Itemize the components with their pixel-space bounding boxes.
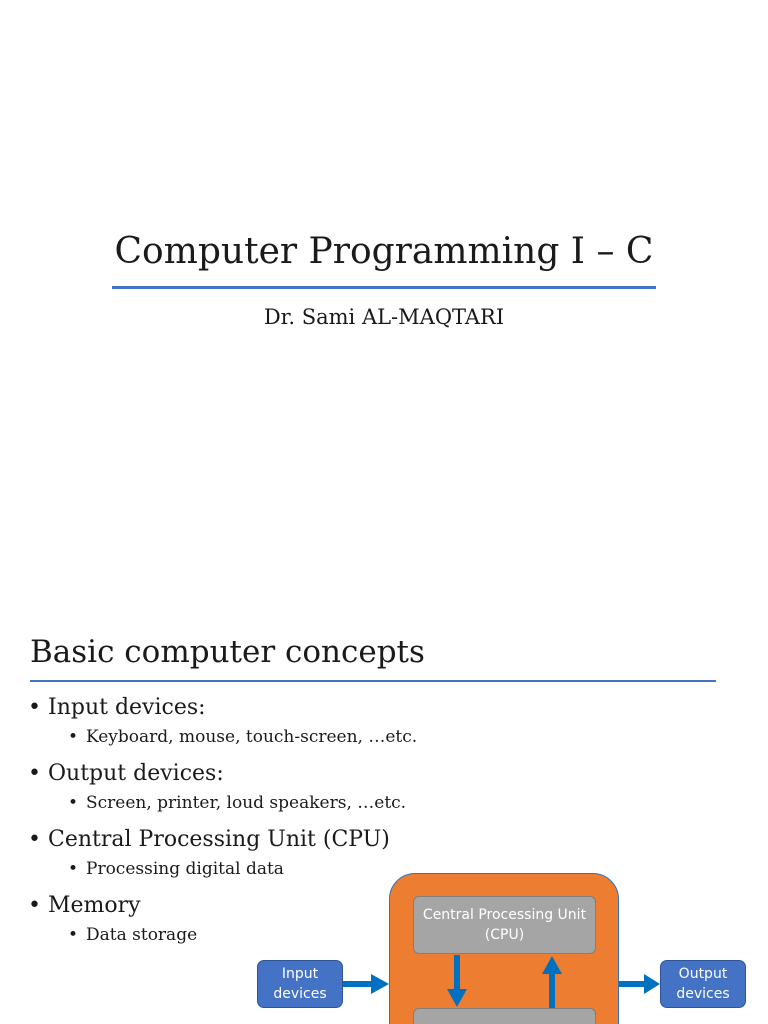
sub-bullet-input-examples: • Keyboard, mouse, touch-screen, …etc.: [28, 724, 417, 750]
bullet-input-devices: • Input devices:: [28, 692, 417, 724]
cpu-label-line2: (CPU): [484, 927, 525, 943]
cpu-to-memory-arrow-head: [447, 989, 467, 1007]
diagram-arrows: [0, 576, 768, 1024]
output-arrow-head: [644, 974, 660, 994]
cpu-to-memory-arrow-shaft: [454, 955, 460, 991]
output-label-line2: devices: [676, 986, 730, 1002]
title-underline: [112, 286, 656, 289]
sub-bullet-output-examples: • Screen, printer, loud speakers, …etc.: [28, 790, 417, 816]
bullet-output-devices: • Output devices:: [28, 758, 417, 790]
bullet-memory: • Memory: [28, 890, 417, 922]
input-arrow-shaft: [343, 981, 373, 987]
slide-title: Computer Programming I – C: [114, 231, 654, 272]
computer-diagram: [0, 576, 768, 1024]
author-name: Dr. Sami AL-MAQTARI: [263, 305, 505, 329]
memory-to-cpu-arrow-shaft: [549, 972, 555, 1008]
sub-bullet-memory-role: • Data storage: [28, 922, 417, 948]
output-arrow-shaft: [619, 981, 646, 987]
memory-to-cpu-arrow-head: [542, 956, 562, 974]
input-label-line2: devices: [273, 986, 327, 1002]
cpu-label-line1: Central Processing Unit: [422, 907, 587, 923]
output-label-line1: Output: [678, 966, 728, 982]
concepts-slide: [0, 576, 768, 1024]
slide-title: Basic computer concepts: [30, 634, 425, 670]
sub-bullet-cpu-role: • Processing digital data: [28, 856, 417, 882]
bullet-cpu: • Central Processing Unit (CPU): [28, 824, 417, 856]
input-arrow-head: [371, 974, 389, 994]
input-label-line1: Input: [281, 966, 319, 982]
